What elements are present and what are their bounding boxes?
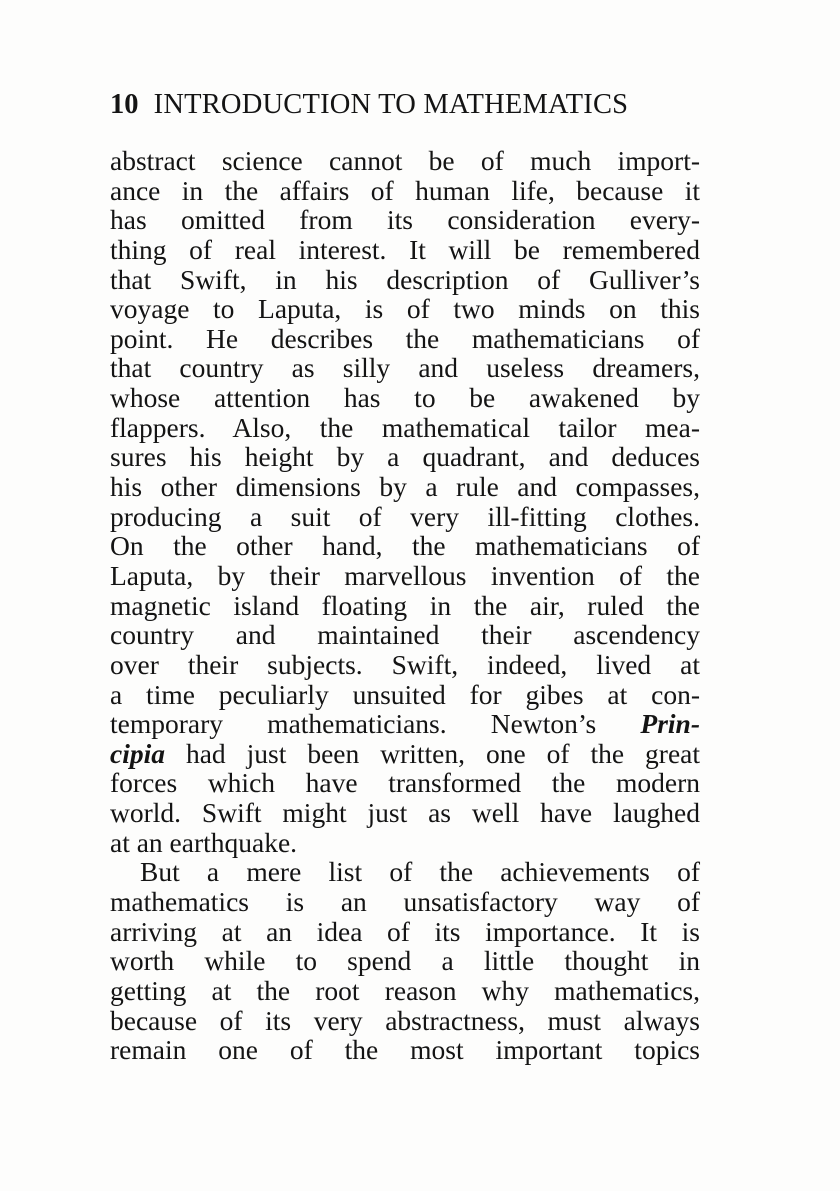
text-line: mathematics is an unsatisfactory way of (110, 886, 700, 918)
italic-title-fragment: Prin- (640, 708, 700, 740)
body-text (110, 146, 700, 1065)
running-header (110, 85, 710, 125)
page-number: 10 (110, 89, 139, 120)
text-line: world. Swift might just as well have laughed (110, 797, 700, 829)
running-title: INTRODUCTION TO MATHEMATICS (153, 89, 629, 120)
text-line: arriving at an idea of its importance. It is (110, 915, 700, 947)
text-line: abstract science cannot be of much import- (110, 145, 700, 176)
text-line: over their subjects. Swift, indeed, lived at (110, 648, 700, 680)
text-line: On the other hand, the mathematicians of (110, 530, 700, 562)
text-line: point. He describes the mathematicians of (110, 322, 700, 354)
text-line-with-title (110, 739, 700, 769)
text-line: a time peculiarly unsuited for gibes at con- (110, 678, 700, 710)
text-line: sures his height by a quadrant, and deduces (110, 441, 700, 473)
text-line: because of its very abstractness, must always (110, 1004, 700, 1036)
text-line: forces which have transformed the modern (110, 767, 700, 799)
text-line: producing a suit of very ill-fitting clothes. (110, 500, 700, 532)
text-line: that Swift, in his description of Gulliver’s (110, 263, 700, 295)
text-line: that country as silly and useless dreamers, (110, 352, 700, 384)
text-line: at an earthquake. (110, 826, 298, 858)
italic-title-fragment: cipia (110, 737, 165, 769)
text-fragment: had just been written, one of the great (185, 737, 700, 769)
text-line: Laputa, by their marvellous invention of the (110, 559, 700, 591)
paragraph-2 (110, 857, 700, 1064)
text-line: his other dimensions by a rule and compasses, (110, 471, 700, 503)
text-line: getting at the root reason why mathematics, (110, 974, 700, 1006)
text-line: worth while to spend a little thought in (110, 945, 700, 977)
text-fragment: temporary mathematicians. Newton’s (110, 708, 597, 740)
text-line: ance in the affairs of human life, because it (110, 174, 700, 206)
text-line: voyage to Laputa, is of two minds on this (110, 293, 700, 325)
text-line: flappers. Also, the mathematical tailor mea- (110, 411, 700, 443)
text-line: remain one of the most important topics (110, 1034, 700, 1066)
paragraph-1 (110, 146, 700, 857)
text-line: thing of real interest. It will be remembered (110, 233, 700, 265)
text-line-with-title (110, 709, 700, 739)
text-line: country and maintained their ascendency (110, 619, 700, 651)
text-line: whose attention has to be awakened by (110, 382, 700, 414)
text-line: But a mere list of the achievements of (140, 856, 700, 888)
text-line: has omitted from its consideration every- (110, 204, 700, 236)
text-line: magnetic island floating in the air, ruled the (110, 589, 700, 621)
